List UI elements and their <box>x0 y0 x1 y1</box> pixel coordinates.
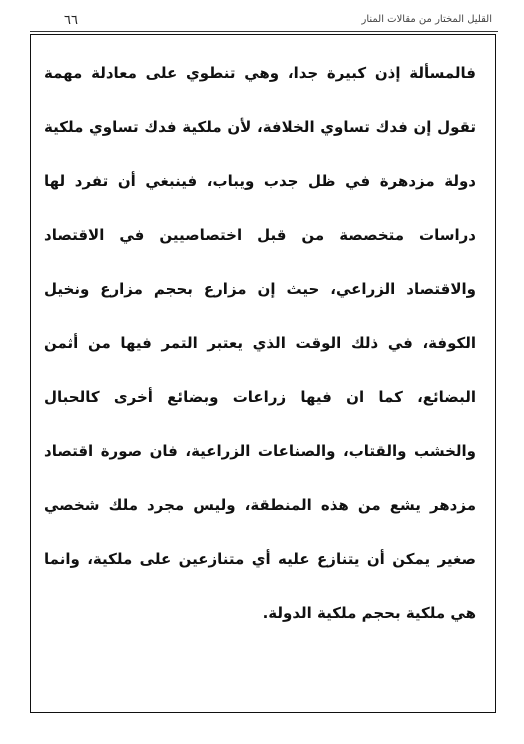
body-paragraph: فالمسألة إذن كبيرة جدا، وهي تنطوي على معادلة مهمة تقول إن فدك تساوي الخلافة، لأن ملكية فدك تساوي ملكية دولة مزدهرة في ظل جدب ويباب، فينبغي أن تفرد لها دراسات متخصصة من قبل اختصاصيين في الاقتصاد والاقتصاد الزراعي، حيث إن مزارع بحجم مزارع ونخيل الكوفة، في ذلك الوقت الذي يعتبر التمر فيها من أثمن البضائع، كما ان فيها زراعات وبضائع أخرى كالحبال والخشب والقتاب، والصناعات الزراعية، فان صورة اقتصاد مزدهر يشع من هذه المنطقة، وليس مجرد ملك شخصي صغير يمكن أن يتنازع عليه أي متنازعين على ملكية، وانما هي ملكية بحجم ملكية الدولة. <box>44 64 476 622</box>
header-divider <box>30 31 498 32</box>
page-header <box>30 0 498 30</box>
running-title: القليل المختار من مقالات المنار <box>361 14 492 25</box>
page-number: ٦٦ <box>64 13 78 28</box>
